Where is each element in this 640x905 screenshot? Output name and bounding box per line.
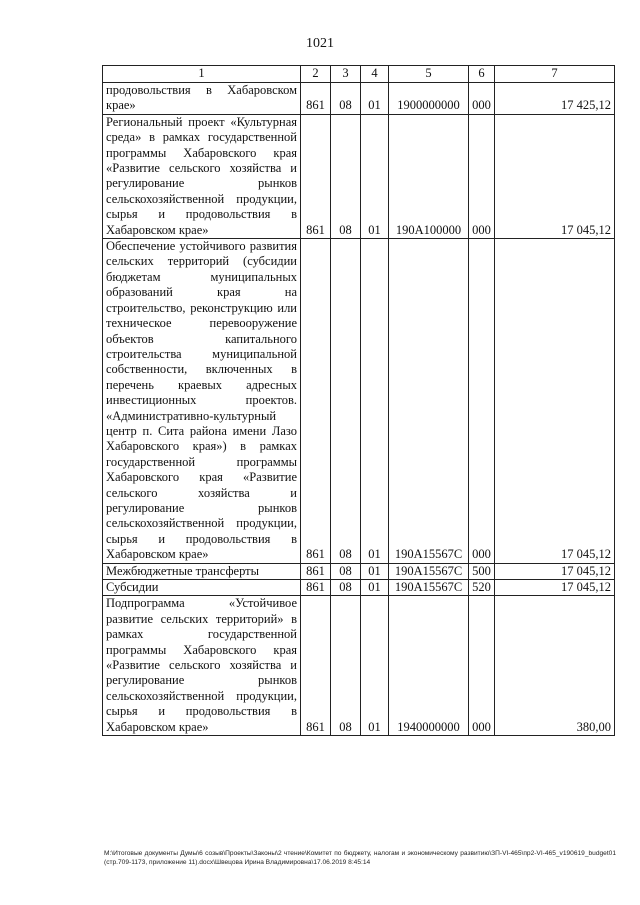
row-description: Обеспечение устойчивого развития сельских территорий (субсидии бюджетам муниципальных образований края на строительство, реконструкцию или техническое перевооружение объектов капитального строительства муниципальной собственности, включенных в перечень краевых адресных инвестиционных проектов. «Административно-культурный центр п. Сита района имени Лазо Хабаровского края») в рамках государственной программы Хабаровского края «Развитие сельского хозяйства и регулирование рынков сельскохозяйственной продукции, сырья и продовольствия в Хабаровском крае» <box>103 239 301 564</box>
table-row <box>103 563 615 579</box>
cell-ministry-code: 861 <box>301 239 331 564</box>
table-header-row <box>103 66 615 83</box>
cell-subsection: 01 <box>361 596 389 736</box>
cell-expense-type: 520 <box>469 580 495 596</box>
table-row <box>103 83 615 115</box>
cell-subsection: 01 <box>361 239 389 564</box>
column-header: 5 <box>389 66 469 83</box>
cell-subsection: 01 <box>361 83 389 115</box>
table-row <box>103 239 615 564</box>
cell-ministry-code: 861 <box>301 580 331 596</box>
cell-target-article: 190А15567С <box>389 580 469 596</box>
cell-expense-type: 000 <box>469 114 495 238</box>
cell-subsection: 01 <box>361 580 389 596</box>
row-description: продовольствия в Хабаровском крае» <box>103 83 301 115</box>
cell-amount: 17 045,12 <box>495 114 615 238</box>
column-header: 3 <box>331 66 361 83</box>
row-description: Межбюджетные трансферты <box>103 563 301 579</box>
cell-ministry-code: 861 <box>301 563 331 579</box>
cell-target-article: 190А100000 <box>389 114 469 238</box>
cell-target-article: 190А15567С <box>389 239 469 564</box>
cell-expense-type: 500 <box>469 563 495 579</box>
row-description: Подпрограмма «Устойчивое развитие сельских территорий» в рамках государственной программы Хабаровского края «Развитие сельского хозяйства и регулирование рынков сельскохозяйственной продукции, сырья и продовольствия в Хабаровском крае» <box>103 596 301 736</box>
cell-section: 08 <box>331 114 361 238</box>
page-number: 1021 <box>306 36 334 51</box>
column-header: 1 <box>103 66 301 83</box>
cell-section: 08 <box>331 83 361 115</box>
cell-ministry-code: 861 <box>301 114 331 238</box>
document-path-footer: М:\Итоговые документы Думы\6 созыв\Проекты\Законы\2 чтение\Комитет по бюджету, налогам и экономическому развитию\ЗП-VI-465\пр2-VI-465_v190619_budget01 (стр.709-1173, приложение 11).docx\Швецова Ирина Владимировна\17.06.2019 8:45:14 <box>104 850 616 866</box>
cell-target-article: 190А15567С <box>389 563 469 579</box>
cell-amount: 17 045,12 <box>495 239 615 564</box>
cell-amount: 17 425,12 <box>495 83 615 115</box>
row-description: Субсидии <box>103 580 301 596</box>
column-header: 4 <box>361 66 389 83</box>
table-row <box>103 580 615 596</box>
cell-section: 08 <box>331 563 361 579</box>
cell-expense-type: 000 <box>469 239 495 564</box>
cell-section: 08 <box>331 596 361 736</box>
cell-ministry-code: 861 <box>301 596 331 736</box>
column-header: 7 <box>495 66 615 83</box>
cell-subsection: 01 <box>361 563 389 579</box>
cell-section: 08 <box>331 239 361 564</box>
table-row <box>103 114 615 238</box>
cell-amount: 380,00 <box>495 596 615 736</box>
cell-expense-type: 000 <box>469 83 495 115</box>
cell-expense-type: 000 <box>469 596 495 736</box>
cell-target-article: 1900000000 <box>389 83 469 115</box>
cell-target-article: 1940000000 <box>389 596 469 736</box>
cell-amount: 17 045,12 <box>495 563 615 579</box>
row-description: Региональный проект «Культурная среда» в рамках государственной программы Хабаровского края «Развитие сельского хозяйства и регулирование рынков сельскохозяйственной продукции, сырья и продовольствия в Хабаровском крае» <box>103 114 301 238</box>
cell-amount: 17 045,12 <box>495 580 615 596</box>
cell-section: 08 <box>331 580 361 596</box>
column-header: 2 <box>301 66 331 83</box>
budget-table <box>102 65 615 736</box>
cell-ministry-code: 861 <box>301 83 331 115</box>
table-row <box>103 596 615 736</box>
column-header: 6 <box>469 66 495 83</box>
cell-subsection: 01 <box>361 114 389 238</box>
